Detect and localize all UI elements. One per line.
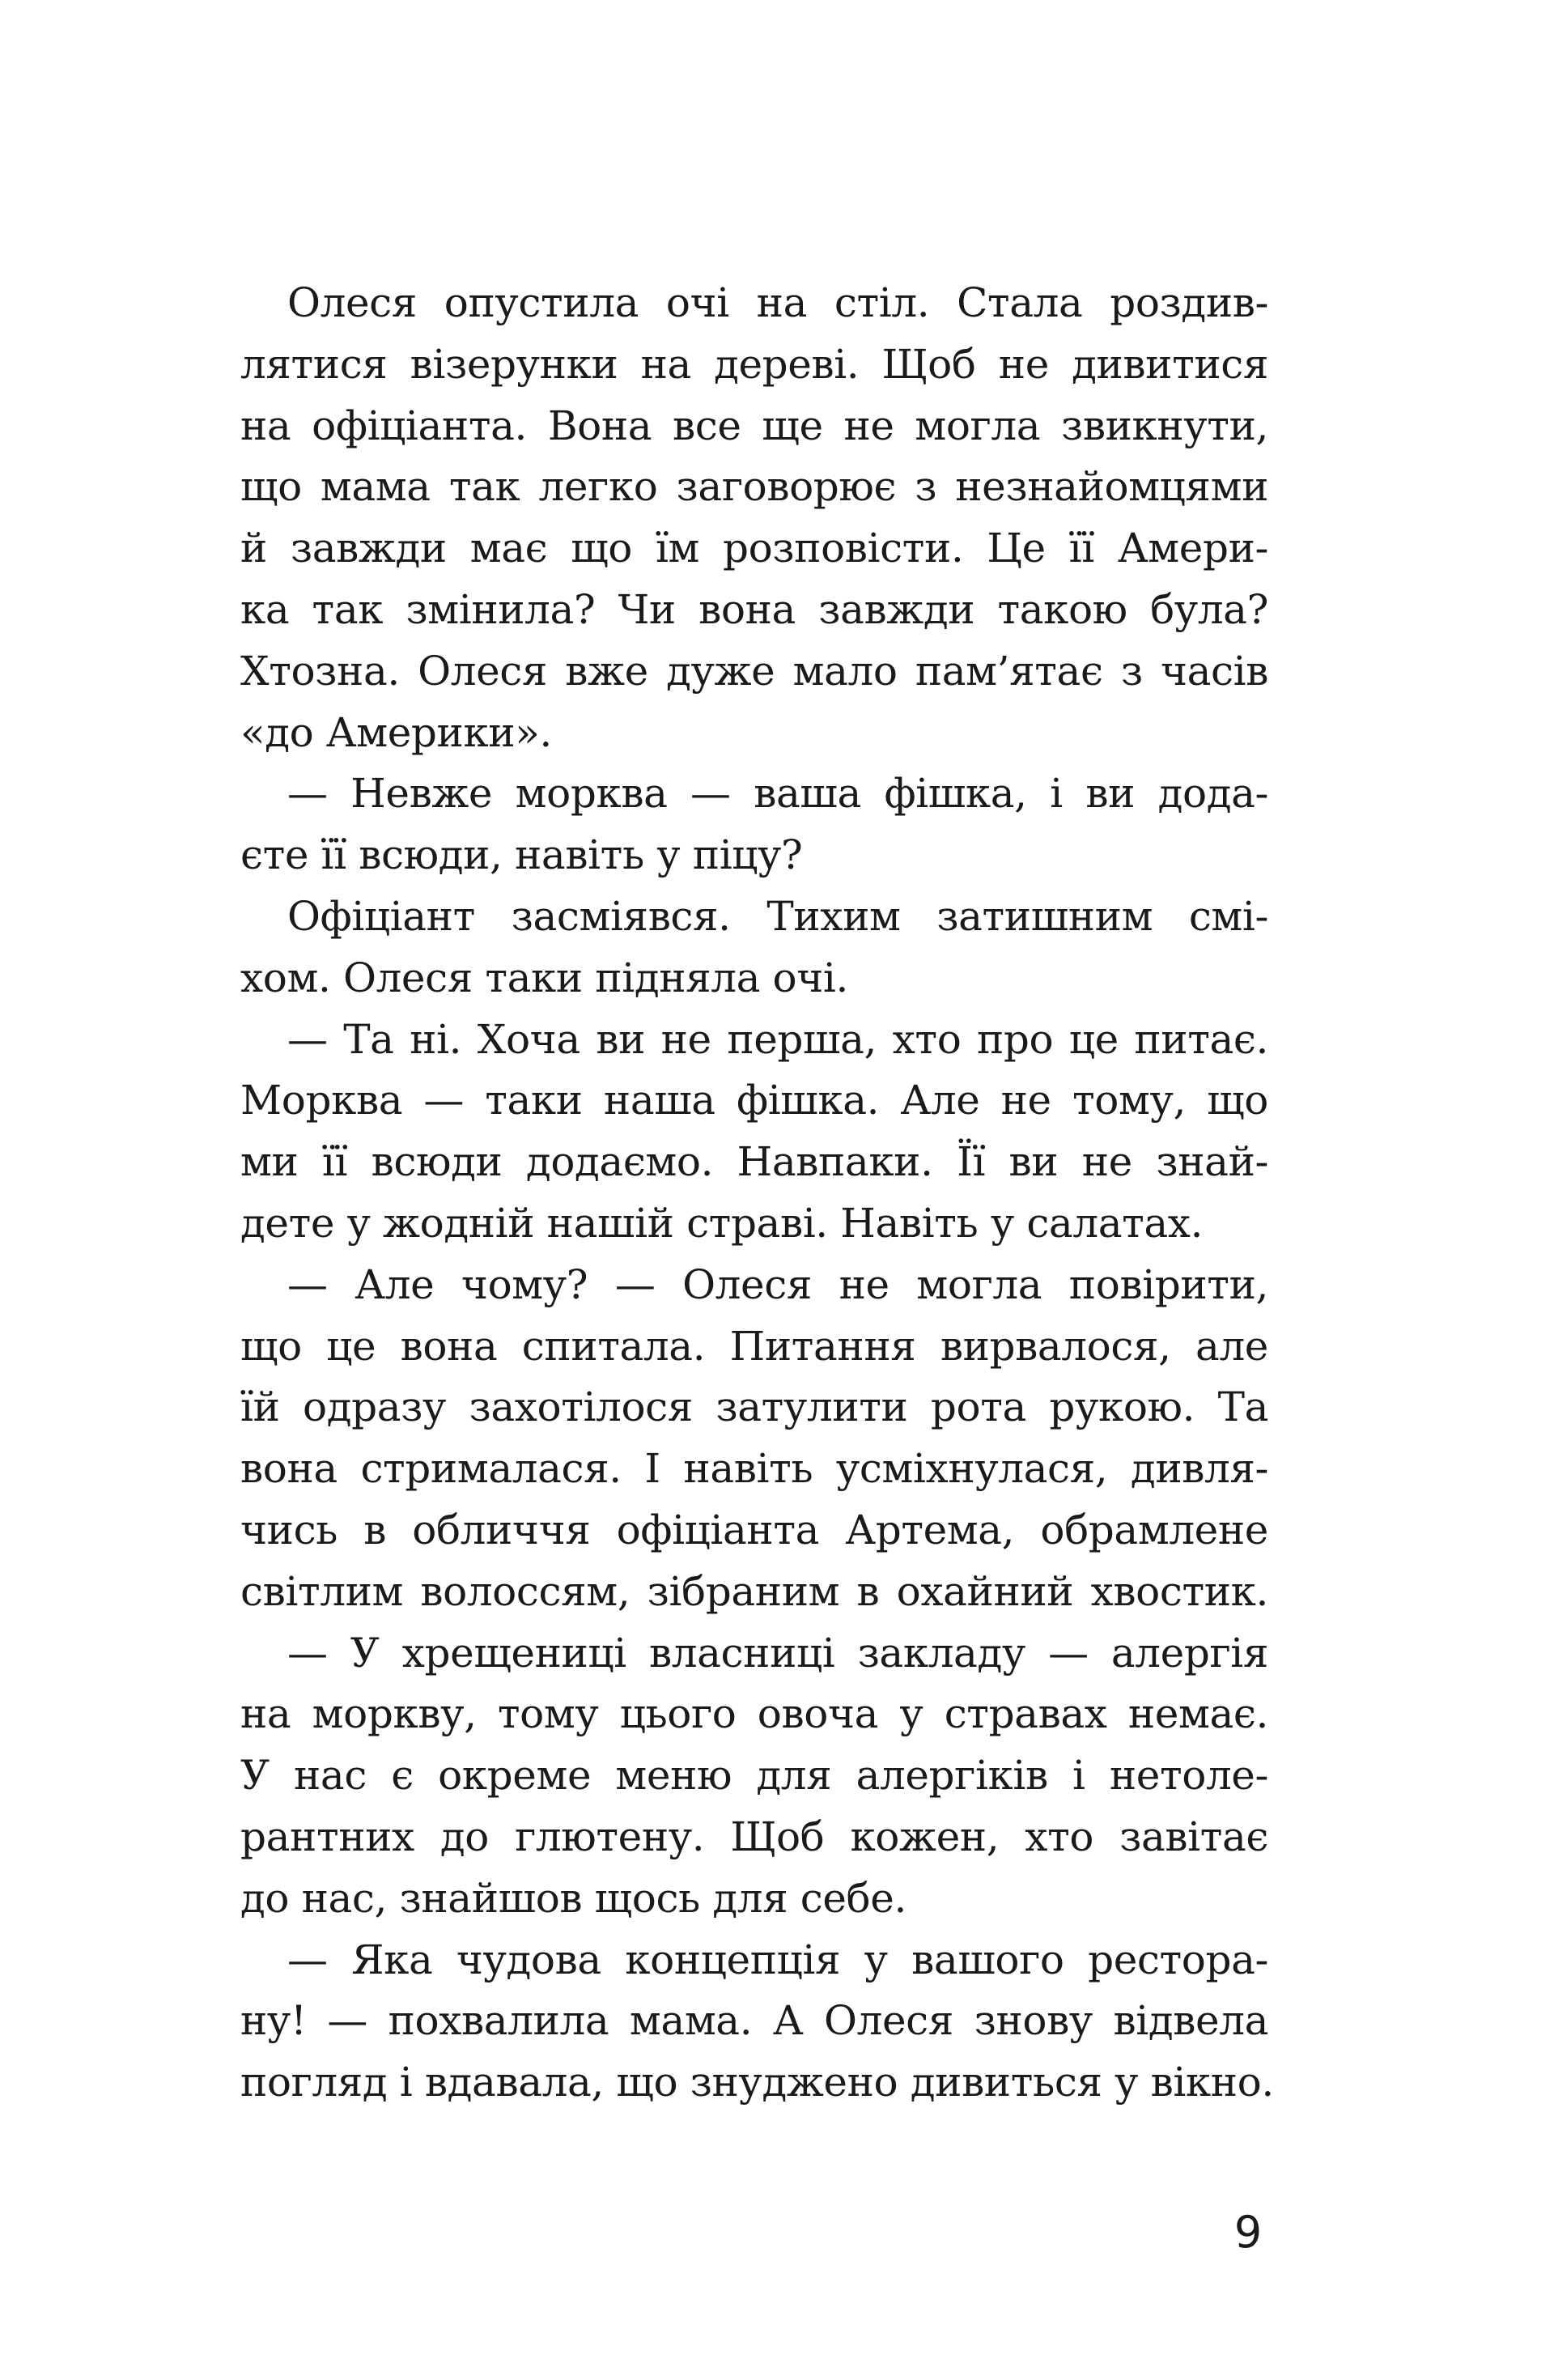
dialogue-line: світлим волоссям, зібраним в охайний хвостик.: [240, 1567, 1268, 1615]
dialogue-line: погляд і вдавала, що знуджено дивиться у вікно.: [240, 2059, 1274, 2106]
dialogue-line: дете у жодній нашій страві. Навіть у салатах.: [240, 1199, 1204, 1247]
text-line: лятися візерунки на дереві. Щоб не дивитися: [240, 340, 1268, 388]
dialogue-line: У нас є окреме меню для алергіків і нетоле-: [240, 1752, 1268, 1800]
dialogue-line: що це вона спитала. Питання вирвалося, але: [240, 1322, 1268, 1370]
dialogue-line: вона стрималася. І навіть усміхнулася, дивля-: [240, 1445, 1268, 1493]
text-line: Олеся опустила очі на стіл. Стала роздив-: [287, 279, 1268, 326]
dialogue-line: — Але чому? — Олеся не могла повірити,: [287, 1260, 1268, 1308]
dialogue-line: — У хрещениці власниці закладу — алергія: [287, 1629, 1268, 1677]
text-line: ка так змінила? Чи вона завжди такою була?: [240, 585, 1268, 633]
dialogue-line: — Невже морква — ваша фішка, і ви дода-: [287, 770, 1268, 818]
text-line: хом. Олеся таки підняла очі.: [240, 954, 848, 1001]
dialogue-line: їй одразу захотілося затулити рота рукою. Та: [240, 1383, 1268, 1431]
text-line: на офіціанта. Вона все ще не могла звикнути,: [240, 402, 1268, 449]
dialogue-line: рантних до глютену. Щоб кожен, хто завітає: [240, 1813, 1268, 1860]
text-line: Офіціант засміявся. Тихим затишним смі-: [287, 892, 1268, 940]
dialogue-line: ми її всюди додаємо. Навпаки. Її ви не знай-: [240, 1138, 1268, 1186]
dialogue-line: ну! — похвалила мама. А Олеся знову відвела: [240, 1997, 1268, 2045]
text-line: що мама так легко заговорює з незнайомцями: [240, 463, 1268, 511]
text-line: «до Америки».: [240, 708, 552, 756]
text-line: Хтозна. Олеся вже дуже мало пам’ятає з часів: [240, 647, 1268, 695]
dialogue-line: єте її всюди, навіть у піцу?: [240, 831, 803, 879]
dialogue-line: чись в обличчя офіціанта Артема, обрамлене: [240, 1506, 1268, 1553]
text-line: й завжди має що їм розповісти. Це її Амери-: [240, 525, 1268, 572]
dialogue-line: до нас, знайшов щось для себе.: [240, 1874, 906, 1922]
dialogue-line: — Яка чудова концепція у вашого рестора-: [287, 1936, 1268, 1983]
body-text: [240, 273, 1274, 2114]
dialogue-line: — Та ні. Хоча ви не перша, хто про це питає.: [287, 1015, 1268, 1063]
dialogue-line: на моркву, тому цього овоча у стравах немає.: [240, 1690, 1268, 1738]
dialogue-line: Морква — таки наша фішка. Але не тому, що: [240, 1077, 1268, 1124]
page-number: 9: [1233, 2207, 1263, 2258]
